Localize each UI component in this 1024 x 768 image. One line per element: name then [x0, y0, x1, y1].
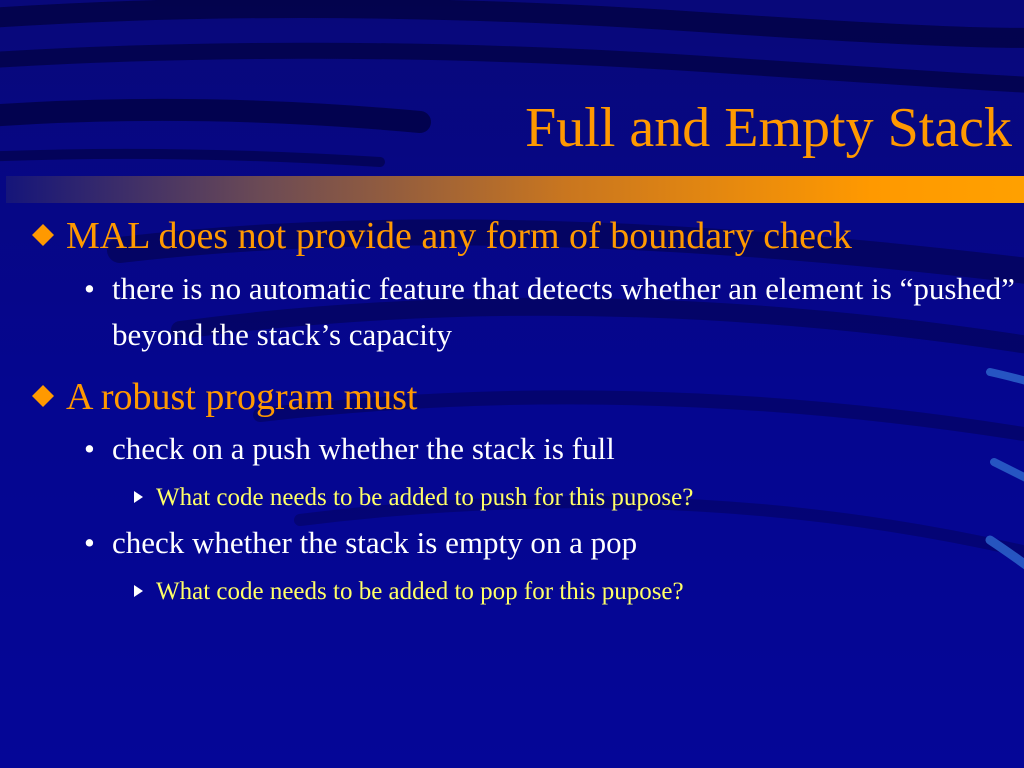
- bullet-text: A robust program must: [66, 375, 418, 418]
- bullet-text: MAL does not provide any form of boundary check: [66, 215, 852, 257]
- bullet-level1: [32, 214, 1022, 260]
- slide-content: [32, 214, 1022, 609]
- bullet-level2: [32, 426, 1022, 473]
- bullet-text: What code needs to be added to pop for this pupose?: [156, 577, 684, 605]
- dot-bullet-icon: •: [84, 270, 95, 306]
- diamond-bullet-icon: [32, 385, 54, 407]
- bullet-level2: [32, 266, 1022, 359]
- slide-title: Full and Empty Stack: [525, 97, 1012, 159]
- dot-bullet-icon: •: [84, 431, 95, 467]
- dot-bullet-icon: •: [84, 525, 95, 561]
- diamond-bullet-icon: [32, 224, 54, 246]
- bullet-text: check whether the stack is empty on a pop: [112, 525, 638, 561]
- triangle-bullet-icon: [134, 585, 143, 597]
- title-divider-bar: [6, 176, 1024, 203]
- bullet-level3: [32, 575, 1022, 609]
- bullet-level1: [32, 375, 1022, 421]
- triangle-bullet-icon: [134, 491, 143, 503]
- bullet-level3: [32, 481, 1022, 515]
- bullet-text: check on a push whether the stack is full: [112, 431, 615, 467]
- bullet-text: there is no automatic feature that detects whether an element is “pushed” beyond the stack’s capacity: [112, 270, 1015, 353]
- bullet-text: What code needs to be added to push for this pupose?: [156, 483, 694, 511]
- bullet-level2: [32, 520, 1022, 567]
